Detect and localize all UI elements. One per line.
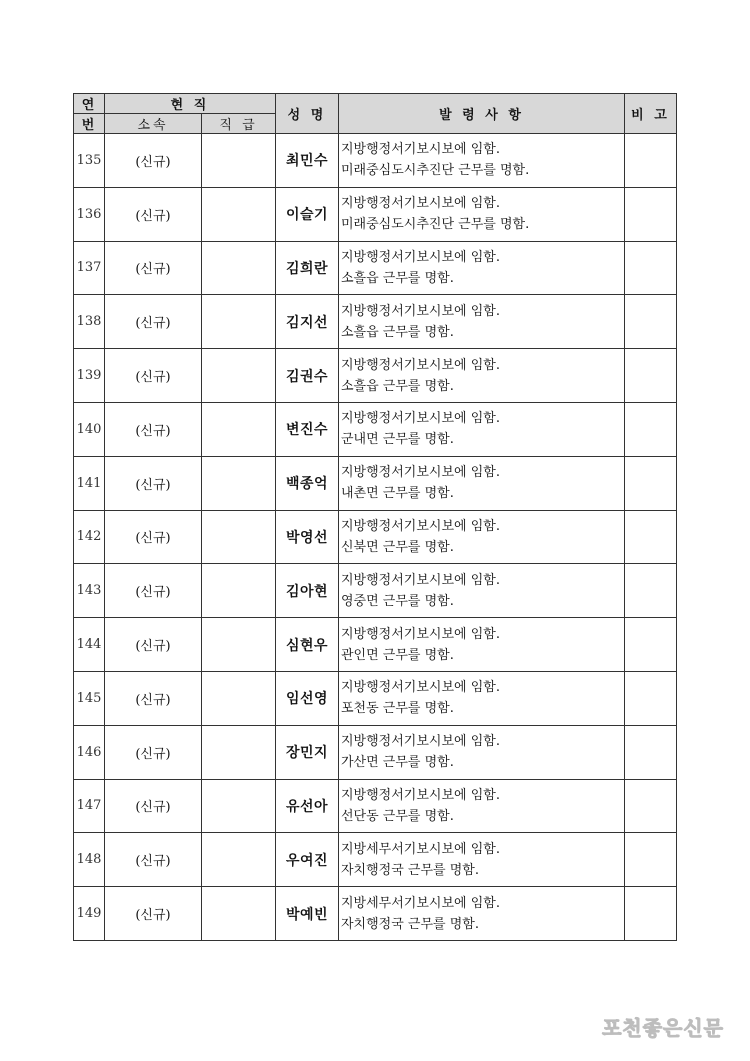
table-body [74, 134, 677, 941]
row-affiliation: (신규) [105, 134, 202, 188]
row-remarks [625, 187, 677, 241]
order-line-1: 지방행정서기보시보에 임함. [341, 787, 500, 803]
table-row [74, 779, 677, 833]
row-appointment-order [339, 510, 625, 564]
order-line-2: 영중면 근무를 명함. [341, 593, 454, 609]
row-affiliation: (신규) [105, 295, 202, 349]
row-serial-number: 149 [74, 887, 105, 941]
row-serial-number: 147 [74, 779, 105, 833]
header-order: 발 령 사 항 [339, 94, 625, 134]
row-affiliation: (신규) [105, 564, 202, 618]
row-serial-number: 136 [74, 187, 105, 241]
order-line-2: 소흘읍 근무를 명함. [341, 270, 454, 286]
row-remarks [625, 295, 677, 349]
row-person-name: 이슬기 [276, 187, 339, 241]
row-person-name: 박예빈 [276, 887, 339, 941]
order-line-1: 지방행정서기보시보에 임함. [341, 249, 500, 265]
order-line-1: 지방세무서기보시보에 임함. [341, 841, 500, 857]
newspaper-watermark: 포천좋은신문 [602, 1016, 724, 1040]
row-serial-number: 138 [74, 295, 105, 349]
row-affiliation: (신규) [105, 725, 202, 779]
order-line-2: 포천동 근무를 명함. [341, 701, 454, 717]
row-appointment-order [339, 833, 625, 887]
table-row [74, 618, 677, 672]
row-rank [202, 456, 276, 510]
row-remarks [625, 134, 677, 188]
order-line-2: 미래중심도시추진단 근무를 명함. [341, 163, 530, 179]
row-appointment-order [339, 671, 625, 725]
row-person-name: 김지선 [276, 295, 339, 349]
row-affiliation: (신규) [105, 618, 202, 672]
header-rank: 직 급 [202, 114, 276, 134]
order-line-2: 자치행정국 근무를 명함. [341, 862, 479, 878]
row-affiliation: (신규) [105, 349, 202, 403]
order-line-1: 지방행정서기보시보에 임함. [341, 465, 500, 481]
table-row [74, 833, 677, 887]
row-rank [202, 564, 276, 618]
row-appointment-order [339, 295, 625, 349]
row-appointment-order [339, 779, 625, 833]
order-line-1: 지방행정서기보시보에 임함. [341, 626, 500, 642]
header-current-position: 현 직 [105, 94, 276, 114]
row-appointment-order [339, 564, 625, 618]
row-serial-number: 140 [74, 402, 105, 456]
row-affiliation: (신규) [105, 510, 202, 564]
header-affiliation: 소속 [105, 114, 202, 134]
row-serial-number: 148 [74, 833, 105, 887]
row-serial-number: 144 [74, 618, 105, 672]
table-row [74, 725, 677, 779]
header-name: 성 명 [276, 94, 339, 134]
order-line-1: 지방행정서기보시보에 임함. [341, 142, 500, 158]
row-person-name: 우여진 [276, 833, 339, 887]
row-remarks [625, 779, 677, 833]
row-rank [202, 241, 276, 295]
row-person-name: 심현우 [276, 618, 339, 672]
order-line-2: 가산면 근무를 명함. [341, 755, 454, 771]
order-line-2: 관인면 근무를 명함. [341, 647, 454, 663]
row-remarks [625, 349, 677, 403]
row-serial-number: 145 [74, 671, 105, 725]
row-remarks [625, 618, 677, 672]
row-remarks [625, 725, 677, 779]
header-serial-bottom: 번 [74, 114, 105, 134]
row-person-name: 박영선 [276, 510, 339, 564]
row-rank [202, 779, 276, 833]
row-appointment-order [339, 402, 625, 456]
order-line-2: 미래중심도시추진단 근무를 명함. [341, 217, 530, 233]
row-remarks [625, 671, 677, 725]
table-row [74, 134, 677, 188]
row-rank [202, 134, 276, 188]
row-remarks [625, 402, 677, 456]
table-row [74, 241, 677, 295]
row-person-name: 변진수 [276, 402, 339, 456]
order-line-1: 지방행정서기보시보에 임함. [341, 680, 500, 696]
order-line-1: 지방세무서기보시보에 임함. [341, 895, 500, 911]
row-person-name: 김권수 [276, 349, 339, 403]
table-row [74, 187, 677, 241]
row-person-name: 최민수 [276, 134, 339, 188]
row-affiliation: (신규) [105, 241, 202, 295]
row-rank [202, 618, 276, 672]
row-serial-number: 143 [74, 564, 105, 618]
row-appointment-order [339, 456, 625, 510]
row-rank [202, 187, 276, 241]
row-person-name: 유선아 [276, 779, 339, 833]
row-rank [202, 295, 276, 349]
row-rank [202, 671, 276, 725]
order-line-2: 소흘읍 근무를 명함. [341, 324, 454, 340]
table-row [74, 887, 677, 941]
table-row [74, 456, 677, 510]
order-line-1: 지방행정서기보시보에 임함. [341, 303, 500, 319]
order-line-1: 지방행정서기보시보에 임함. [341, 734, 500, 750]
row-person-name: 임선영 [276, 671, 339, 725]
row-rank [202, 510, 276, 564]
row-affiliation: (신규) [105, 887, 202, 941]
row-rank [202, 833, 276, 887]
table-header [74, 94, 677, 134]
row-affiliation: (신규) [105, 402, 202, 456]
row-rank [202, 725, 276, 779]
row-serial-number: 139 [74, 349, 105, 403]
table-row [74, 671, 677, 725]
row-rank [202, 349, 276, 403]
header-remarks: 비 고 [625, 94, 677, 134]
row-affiliation: (신규) [105, 833, 202, 887]
row-appointment-order [339, 349, 625, 403]
row-appointment-order [339, 241, 625, 295]
row-rank [202, 402, 276, 456]
row-remarks [625, 564, 677, 618]
table-row [74, 295, 677, 349]
order-line-1: 지방행정서기보시보에 임함. [341, 411, 500, 427]
order-line-2: 자치행정국 근무를 명함. [341, 916, 479, 932]
order-line-1: 지방행정서기보시보에 임함. [341, 572, 500, 588]
table-row [74, 510, 677, 564]
order-line-2: 내촌면 근무를 명함. [341, 486, 454, 502]
order-line-2: 군내면 근무를 명함. [341, 432, 454, 448]
row-serial-number: 135 [74, 134, 105, 188]
row-person-name: 김아현 [276, 564, 339, 618]
order-line-2: 신북면 근무를 명함. [341, 539, 454, 555]
row-appointment-order [339, 134, 625, 188]
row-serial-number: 137 [74, 241, 105, 295]
order-line-2: 선단동 근무를 명함. [341, 808, 454, 824]
row-serial-number: 141 [74, 456, 105, 510]
row-rank [202, 887, 276, 941]
row-appointment-order [339, 187, 625, 241]
row-appointment-order [339, 887, 625, 941]
row-remarks [625, 510, 677, 564]
row-serial-number: 142 [74, 510, 105, 564]
order-line-1: 지방행정서기보시보에 임함. [341, 518, 500, 534]
row-person-name: 백종억 [276, 456, 339, 510]
table-row [74, 349, 677, 403]
appointment-table [73, 93, 677, 941]
row-appointment-order [339, 725, 625, 779]
header-serial-top: 연 [74, 94, 105, 114]
row-affiliation: (신규) [105, 671, 202, 725]
row-appointment-order [339, 618, 625, 672]
order-line-1: 지방행정서기보시보에 임함. [341, 357, 500, 373]
row-remarks [625, 833, 677, 887]
order-line-2: 소흘읍 근무를 명함. [341, 378, 454, 394]
row-person-name: 김희란 [276, 241, 339, 295]
row-affiliation: (신규) [105, 456, 202, 510]
order-line-1: 지방행정서기보시보에 임함. [341, 196, 500, 212]
row-affiliation: (신규) [105, 187, 202, 241]
row-person-name: 장민지 [276, 725, 339, 779]
table-row [74, 402, 677, 456]
row-serial-number: 146 [74, 725, 105, 779]
row-remarks [625, 887, 677, 941]
row-remarks [625, 241, 677, 295]
row-remarks [625, 456, 677, 510]
row-affiliation: (신규) [105, 779, 202, 833]
table-row [74, 564, 677, 618]
